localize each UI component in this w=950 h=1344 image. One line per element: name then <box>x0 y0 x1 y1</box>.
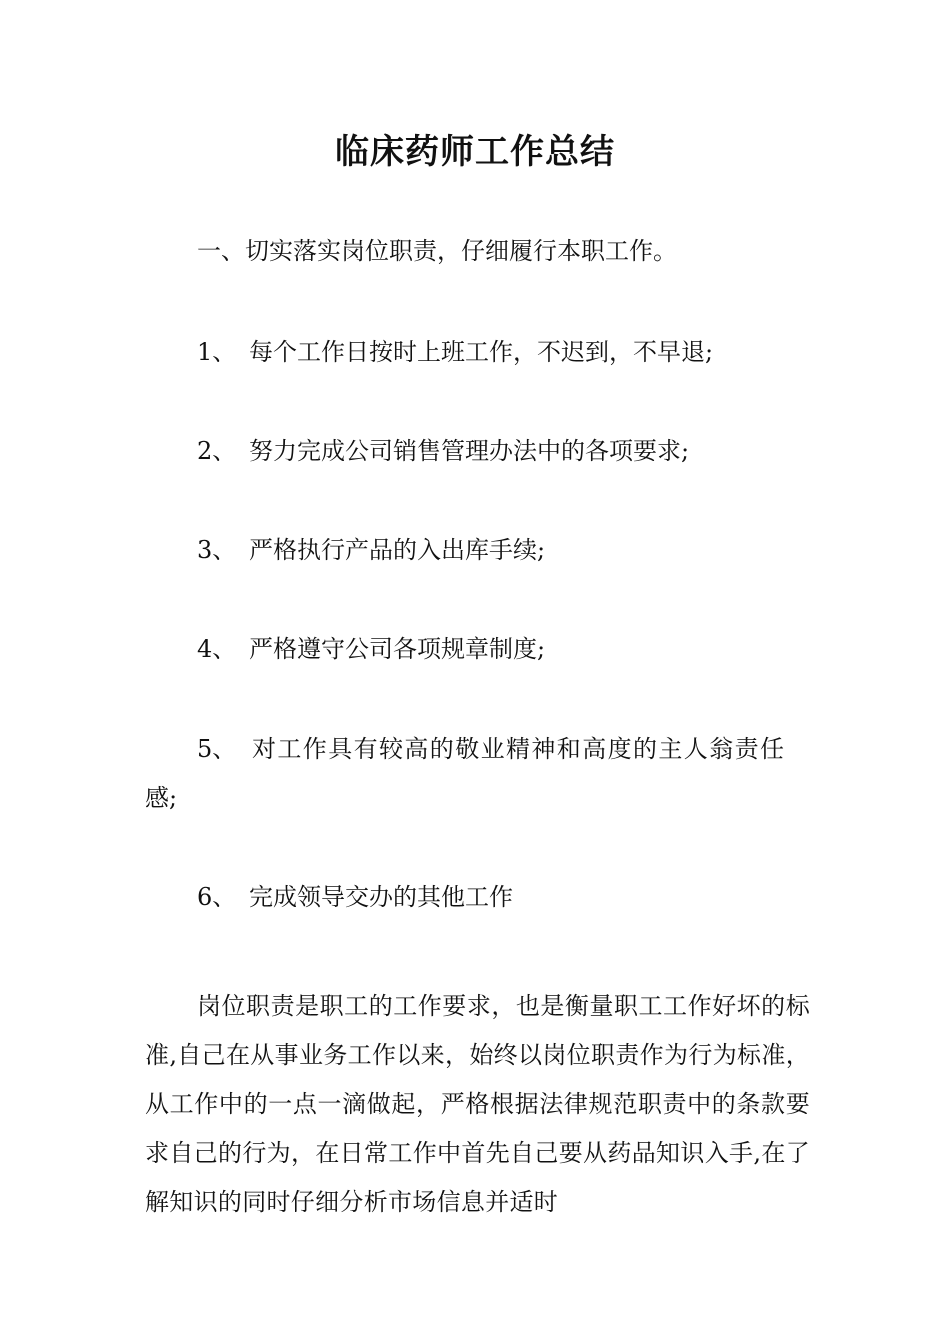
body-paragraph: 岗位职责是职工的工作要求，也是衡量职工工作好坏的标准,自己在从事业务工作以来，始终以岗位职责作为行为标准，从工作中的一点一滴做起，严格根据法律规范职责中的条款要求自己的行为，在日常工作中首先自己要从药品知识入手,在了解知识的同时仔细分析市场信息并适时 <box>145 992 810 1216</box>
list-item <box>197 336 713 368</box>
list-item-number: 6、 <box>197 883 237 911</box>
list-item-number: 3、 <box>197 536 237 564</box>
list-item-number: 2、 <box>197 437 237 465</box>
list-item-number: 1、 <box>197 338 237 366</box>
list-item-text: 完成领导交办的其他工作 <box>249 883 513 911</box>
list-item <box>197 435 689 467</box>
list-item-number: 4、 <box>197 635 237 663</box>
list-item <box>197 633 545 665</box>
list-item-text: 严格遵守公司各项规章制度; <box>249 635 546 663</box>
list-item-text: 每个工作日按时上班工作，不迟到，不早退; <box>249 338 714 366</box>
section-heading: 一、切实落实岗位职责，仔细履行本职工作。 <box>197 237 677 265</box>
list-item-number: 5、 <box>197 735 237 763</box>
list-item <box>197 733 785 765</box>
list-item <box>197 534 545 566</box>
list-item-text: 对工作具有较高的敬业精神和高度的主人翁责任 <box>252 735 786 763</box>
list-item-continuation: 感; <box>145 784 178 812</box>
list-item <box>197 881 513 913</box>
document-title: 临床药师工作总结 <box>335 132 615 172</box>
list-item-text: 严格执行产品的入出库手续; <box>249 536 546 564</box>
list-item-text: 努力完成公司销售管理办法中的各项要求; <box>249 437 690 465</box>
